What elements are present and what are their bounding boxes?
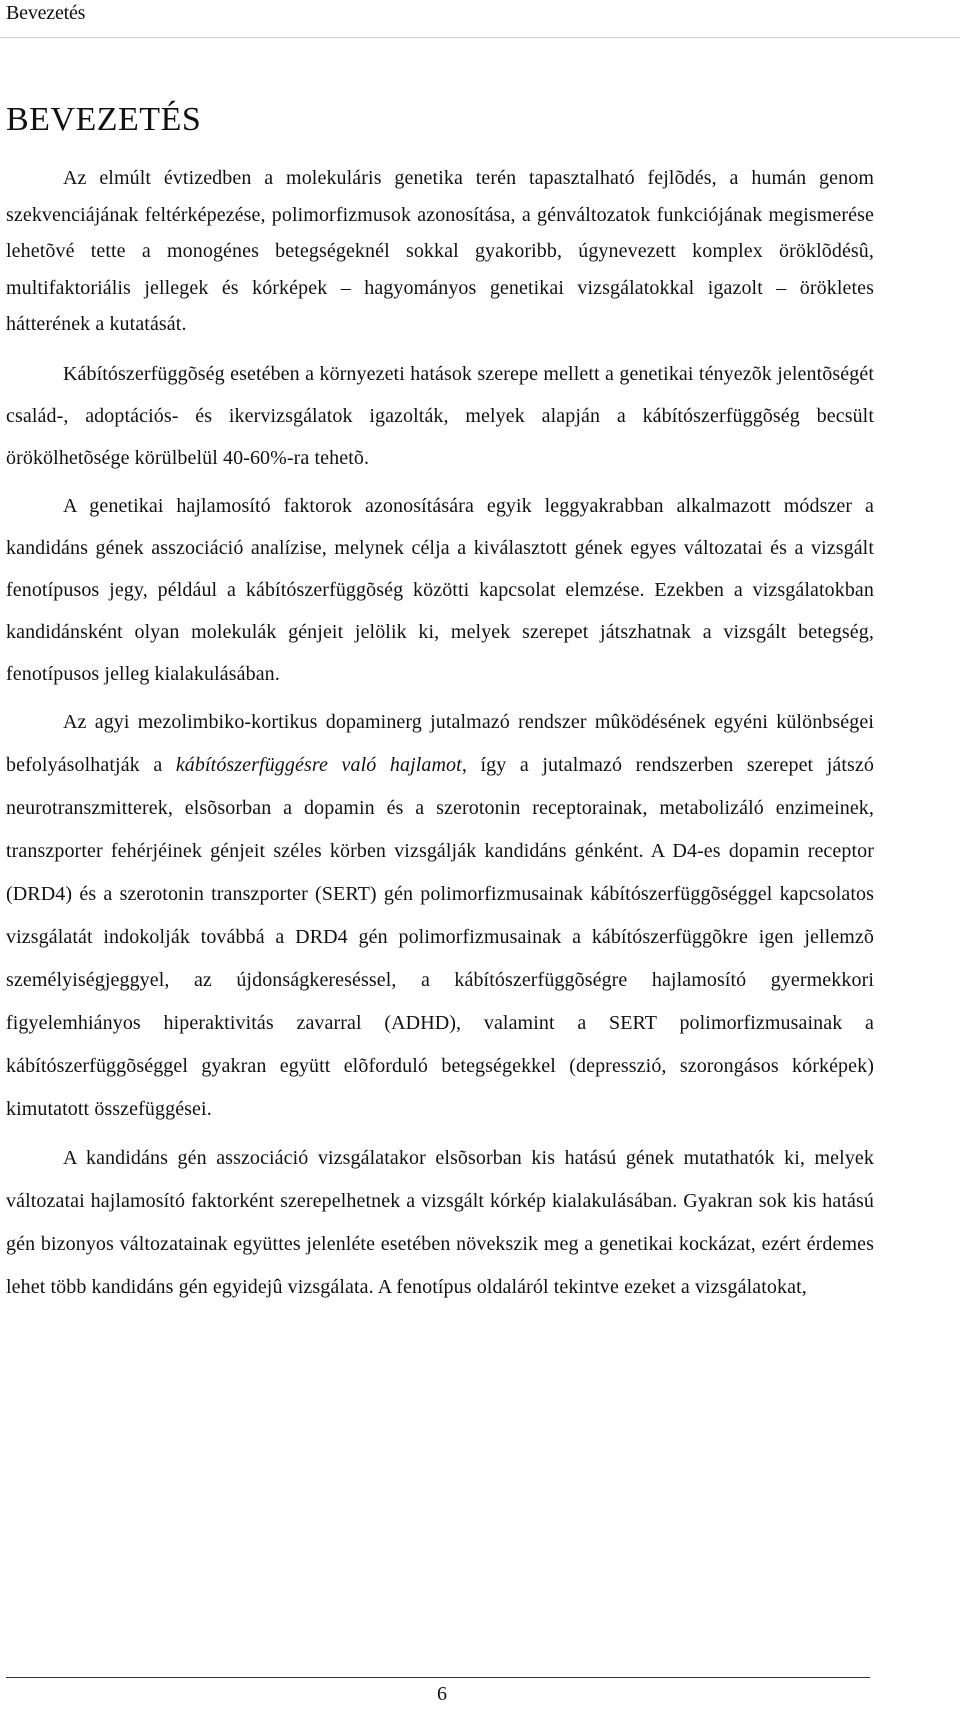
paragraph: A genetikai hajlamosító faktorok azonosítására egyik leggyakrabban alkalmazott módszer a kandidáns gének asszociáció analízise, melynek célja a kiválasztott gének egyes változatai és a vizsgált fenotípusos jegy, például a kábítószerfüggõség közötti kapcsolat elemzése. Ezekben a vizsgálatokban kandidánsként olyan molekulák génjeit jelölik ki, melyek szerepet játszhatnak a vizsgált betegség, fenotípusos jelleg kialakulásában.: [6, 494, 874, 685]
paragraph: Az elmúlt évtizedben a molekuláris genetika terén tapasztalható fejlõdés, a humán genom szekvenciájának feltérképezése, polimorfizmusok azonosítása, a génváltozatok funkciójának megismerése lehetõvé tette a monogénes betegségeknél sokkal gyakoribb, úgynevezett komplex öröklõdésû, multifaktoriális jellegek és kórképek – hagyományos genetikai vizsgálatokkal igazolt – örökletes hátterének a kutatását.: [6, 167, 874, 336]
page-header: [0, 0, 960, 38]
page-number: 6: [437, 1683, 447, 1705]
paragraph: [6, 701, 874, 1131]
footer-divider: [6, 1677, 870, 1678]
paragraph: Kábítószerfüggõség esetében a környezeti hatások szerepe mellett a genetikai tényezõk jelentõségét család-, adoptációs- és ikervizsgálatok igazolták, melyek alapján a kábítószerfüggõség becsült örökölhetõsége körülbelül 40-60%-ra tehetõ.: [6, 362, 874, 469]
paragraph: A kandidáns gén asszociáció vizsgálatakor elsõsorban kis hatású gének mutathatók ki, melyek változatai hajlamosító faktorként szerepelhetnek a vizsgált kórkép kialakulásában. Gyakran sok kis hatású gén bizonyos változatainak együttes jelenléte esetében növekszik meg a genetikai kockázat, ezért érdemes lehet több kandidáns gén egyidejû vizsgálata. A fenotípus oldaláról tekintve ezeket a vizsgálatokat,: [6, 1146, 874, 1298]
document-body: [6, 160, 874, 1309]
paragraph-italic-text: kábítószerfüggésre való hajlamot: [175, 753, 462, 776]
document-title: BEVEZETÉS: [6, 101, 202, 138]
header-title: Bevezetés: [6, 2, 86, 24]
paragraph-text: , így a jutalmazó rendszerben szerepet játszó neurotranszmitterek, elsõsorban a dopamin és a szerotonin receptorainak, metabolizáló enzimeinek, transzporter fehérjéinek génjeit széles körben vizsgálják kandidáns génként. A D4-es dopamin receptor (DRD4) és a szerotonin transzporter (SERT) gén polimorfizmusainak kábítószerfüggõséggel kapcsolatos vizsgálatát indokolják továbbá a DRD4 gén polimorfizmusainak a kábítószerfüggõkre igen jellemzõ személyiségjeggyel, az újdonságkereséssel, a kábítószerfüggõségre hajlamosító gyermekkori figyelemhiányos hiperaktivitás zavarral (ADHD), valamint a SERT polimorfizmusainak a kábítószerfüggõséggel gyakran együtt elõforduló betegségekkel (depresszió, szorongásos kórképek) kimutatott összefüggései.: [6, 753, 874, 1120]
paragraph-text: Az agyi mezolimbiko-kortikus dopaminerg jutalmazó rendszer mûködésének egyéni különbségei befolyásolhatják a: [6, 710, 874, 776]
